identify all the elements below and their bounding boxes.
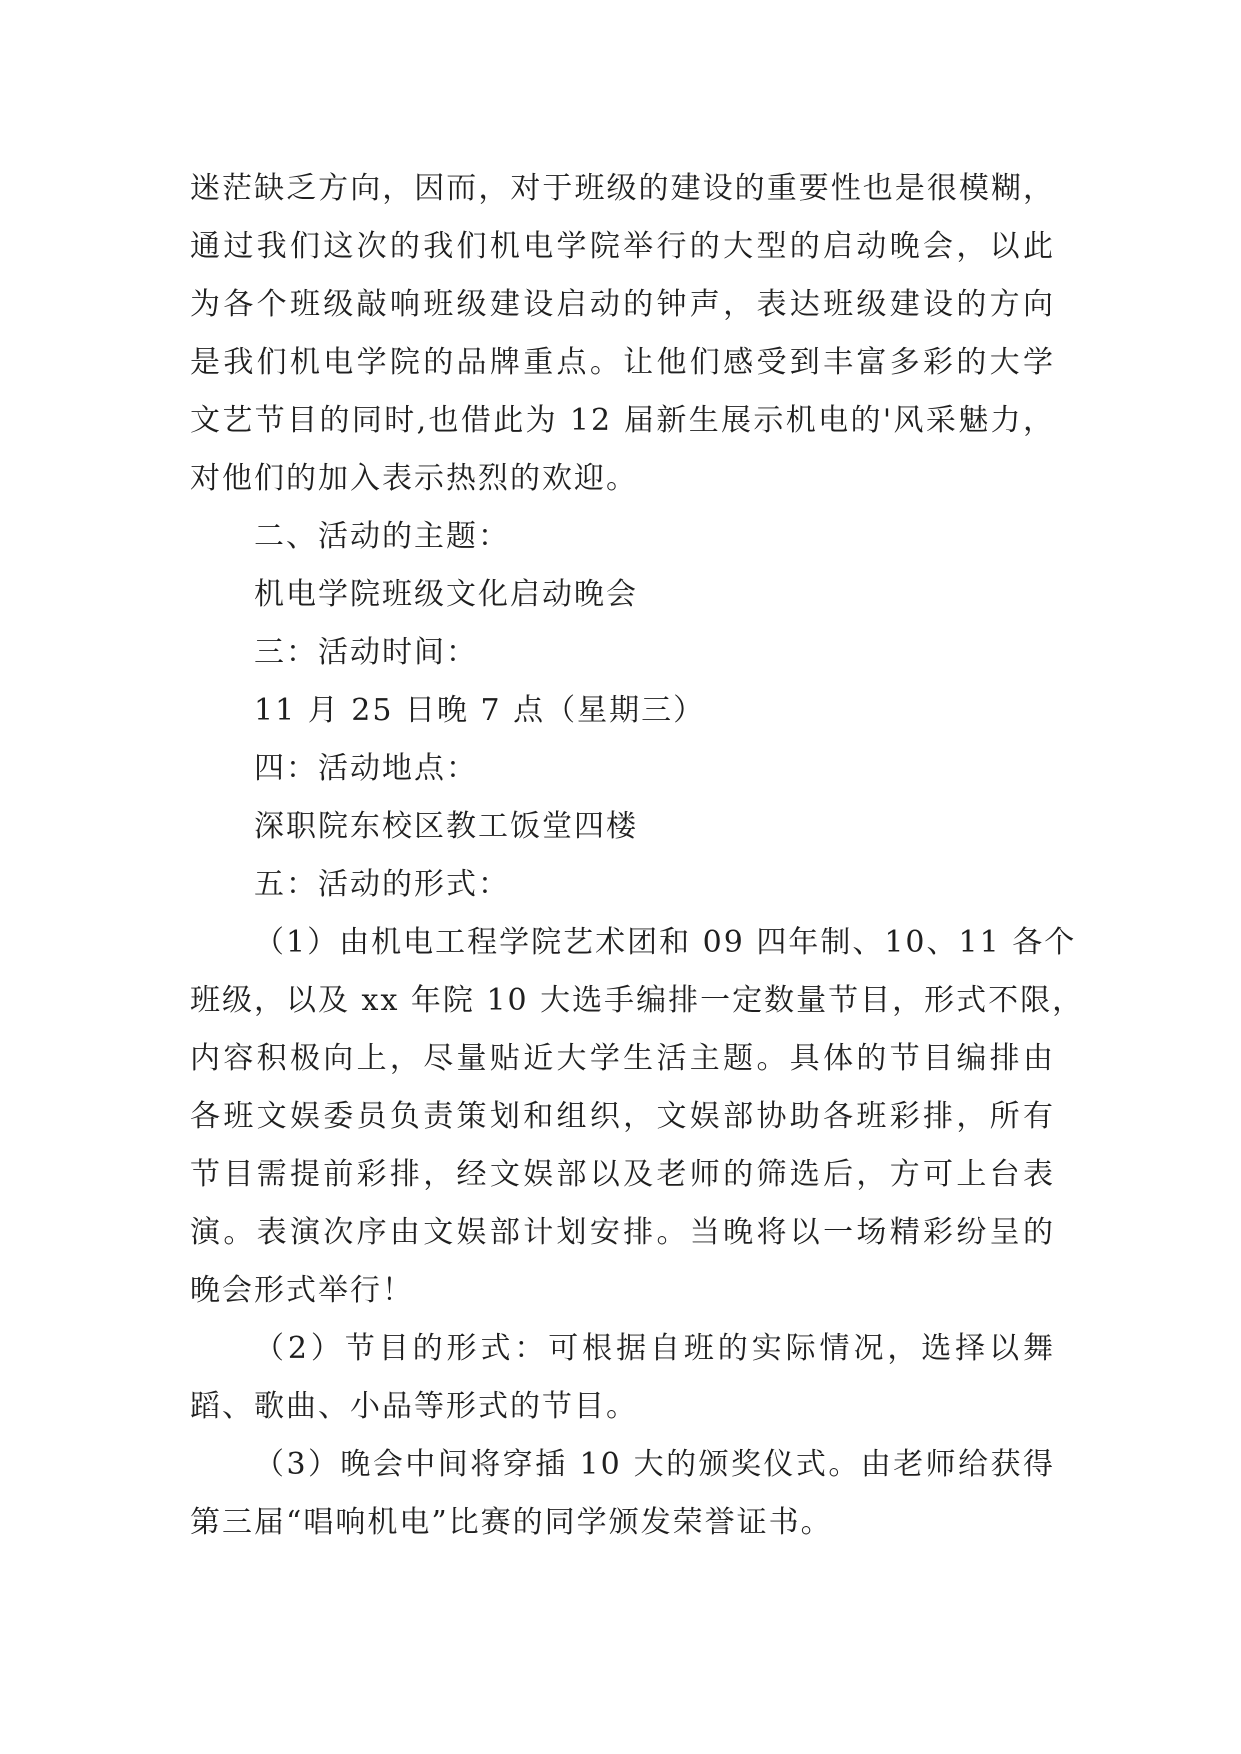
text-line: 通过我们这次的我们机电学院举行的大型的启动晚会，以此 bbox=[190, 229, 1055, 264]
text-line: 对他们的加入表示热烈的欢迎。 bbox=[190, 461, 638, 496]
text-line: （2）节目的形式：可根据自班的实际情况，选择以舞 bbox=[254, 1331, 1055, 1366]
text-line: 深职院东校区教工饭堂四楼 bbox=[254, 809, 638, 844]
text-line: 是我们机电学院的品牌重点。让他们感受到丰富多彩的大学 bbox=[190, 345, 1055, 380]
document-body bbox=[190, 160, 1085, 1552]
text-line: 晚会形式举行！ bbox=[190, 1273, 414, 1308]
text-line: 各班文娱委员负责策划和组织，文娱部协助各班彩排，所有 bbox=[190, 1099, 1055, 1134]
text-line: （1）由机电工程学院艺术团和 09 四年制、10、11 各个 bbox=[254, 925, 1077, 960]
text-line: 节目需提前彩排，经文娱部以及老师的筛选后，方可上台表 bbox=[190, 1157, 1055, 1192]
text-line: 第三届“唱响机电”比赛的同学颁发荣誉证书。 bbox=[190, 1505, 833, 1540]
text-line: 蹈、歌曲、小品等形式的节目。 bbox=[190, 1389, 638, 1424]
section-heading: 四：活动地点： bbox=[254, 751, 478, 786]
text-line: 内容积极向上，尽量贴近大学生活主题。具体的节目编排由 bbox=[190, 1041, 1055, 1076]
text-line: 为各个班级敲响班级建设启动的钟声，表达班级建设的方向 bbox=[190, 287, 1055, 322]
section-heading: 五：活动的形式： bbox=[254, 867, 510, 902]
text-line: 班级，以及 xx 年院 10 大选手编排一定数量节目，形式不限， bbox=[190, 983, 1085, 1018]
section-heading: 三：活动时间： bbox=[254, 635, 478, 670]
text-line: 迷茫缺乏方向，因而，对于班级的建设的重要性也是很模糊， bbox=[190, 171, 1055, 206]
text-line: 演。表演次序由文娱部计划安排。当晚将以一场精彩纷呈的 bbox=[190, 1215, 1055, 1250]
text-line: 11 月 25 日晚 7 点（星期三） bbox=[254, 693, 706, 728]
text-line: 文艺节目的同时,也借此为 12 届新生展示机电的'风采魅力， bbox=[190, 403, 1055, 438]
text-line: （3）晚会中间将穿插 10 大的颁奖仪式。由老师给获得 bbox=[254, 1447, 1055, 1482]
section-heading: 二、活动的主题： bbox=[254, 519, 510, 554]
text-line: 机电学院班级文化启动晚会 bbox=[254, 577, 638, 612]
